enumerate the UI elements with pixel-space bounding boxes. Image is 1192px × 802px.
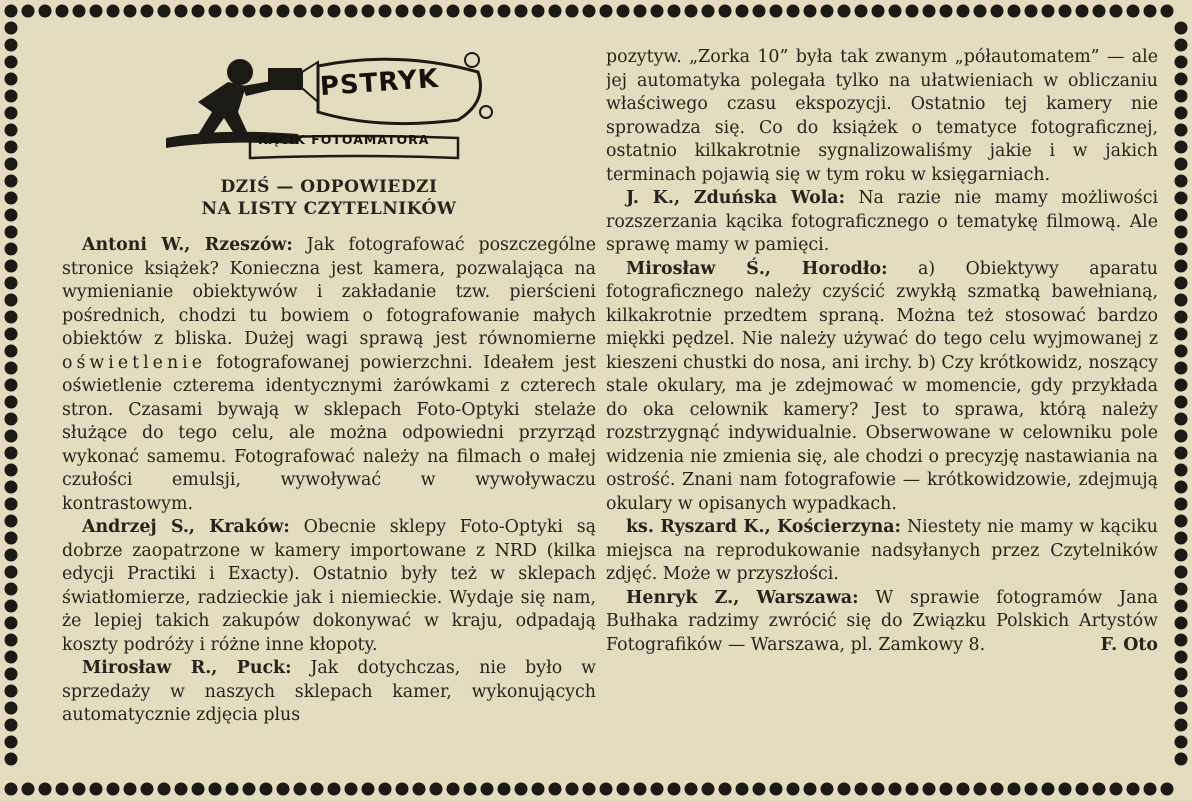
border-dot <box>5 260 18 273</box>
border-dot <box>1175 668 1188 681</box>
border-dot <box>73 5 86 18</box>
border-dot <box>702 5 715 18</box>
reply-paragraph-continued <box>606 46 1158 187</box>
border-dot <box>957 5 970 18</box>
border-dot <box>498 5 511 18</box>
border-dot <box>73 783 86 796</box>
reply-text: Jak dotychczas, nie było w sprzedaży w naszych sklepach kamer, wykonujących automatycznie zdjęcia plus <box>62 658 596 725</box>
border-dot <box>1175 141 1188 154</box>
border-dot <box>1175 345 1188 358</box>
border-dot <box>1175 56 1188 69</box>
border-dot <box>5 294 18 307</box>
border-dot <box>5 192 18 205</box>
reply-paragraph <box>62 234 596 516</box>
border-dot <box>1175 73 1188 86</box>
border-dot <box>770 5 783 18</box>
border-dot <box>549 5 562 18</box>
emphasis-text: oświetlenie <box>62 352 207 373</box>
border-dot <box>5 39 18 52</box>
dotted-border-left <box>0 0 22 800</box>
border-dot <box>1110 5 1123 18</box>
reply-text: Obecnie sklepy Foto-Optyki są dobrze zaopatrzone w kamery importowane z NRD (kilka edycji Practiki i Exacty). Ostatnio były też w sklepach światłomierze, radzieckie jak i niemieckie. Wydaje się nam, że lepiej takich zakupów dokonywać w kraju, odpadają koszty podróży i różne inne kłopoty. <box>62 517 596 655</box>
dotted-border-right <box>1170 0 1192 800</box>
border-dot <box>1175 175 1188 188</box>
border-dot <box>1175 362 1188 375</box>
reply-text: W sprawie fotogramów Jana Bułhaka radzimy zwrócić się do Związku Polskich Artystów Fotografików — Warszawa, pl. Zamkowy 8. <box>606 587 1158 655</box>
border-dot <box>1144 5 1157 18</box>
border-dot <box>923 5 936 18</box>
border-dot <box>685 5 698 18</box>
border-dot <box>838 5 851 18</box>
column-subtitle: KĄCIK FOTOAMATORA <box>258 132 430 147</box>
border-dot <box>1175 430 1188 443</box>
border-dot <box>1175 549 1188 562</box>
border-dot <box>107 5 120 18</box>
border-dot <box>634 5 647 18</box>
border-dot <box>1175 515 1188 528</box>
border-dot <box>5 498 18 511</box>
border-dot <box>5 277 18 290</box>
border-dot <box>719 5 732 18</box>
border-dot <box>141 5 154 18</box>
border-dot <box>1175 413 1188 426</box>
reply-paragraph <box>606 258 1158 517</box>
border-dot <box>974 5 987 18</box>
border-dot <box>396 783 409 796</box>
column-logo <box>62 20 596 172</box>
border-dot <box>158 5 171 18</box>
reader-name: Henryk Z., Warszawa: <box>626 587 859 608</box>
border-dot <box>209 5 222 18</box>
border-dot <box>1175 481 1188 494</box>
border-dot <box>5 464 18 477</box>
border-dot <box>90 5 103 18</box>
border-dot <box>124 783 137 796</box>
reader-name: ks. Ryszard K., Kościerzyna: <box>626 517 901 537</box>
border-dot <box>5 243 18 256</box>
heading-line-1: DZIŚ — ODPOWIEDZI <box>220 177 438 197</box>
border-dot <box>192 783 205 796</box>
dotted-border-top <box>0 0 1192 22</box>
border-dot <box>1175 719 1188 732</box>
border-dot <box>5 753 18 766</box>
border-dot <box>464 783 477 796</box>
border-dot <box>328 5 341 18</box>
reply-text: a) Obiektywy aparatu fotograficznego należy czyścić zwykłą szmatką bawełnianą, kilkakrotnie przedtem spraną. Można też stosować bardzo miękki pędzel. Nie należy używać do tego celu wyjmowanej z kieszeni chustki do nosa, ani irchy. b) Czy krótkowidz, noszący stale okulary, ma je zdejmować w momencie, gdy przykłada do oka celownik kamery? Jest to sprawa, którą należy rozstrzygnąć indywidualnie. Obserwowane w celowniku pole widzenia nie zmienia się, ale chodzi o precyzję nastawiania na ostrość. Znani nam fotografowie — krótkowidzowie, zdejmują okulary w opisanych wypadkach. <box>606 258 1158 514</box>
border-dot <box>1175 617 1188 630</box>
border-dot <box>5 549 18 562</box>
border-dot <box>5 583 18 596</box>
border-dot <box>5 107 18 120</box>
reader-name: J. K., Zduńska Wola: <box>626 188 845 208</box>
reply-text-continued: fotografowanej powierzchni. Ideałem jest oświetlenie czterema identycznymi żarówkami z czterech stron. Czasami bywają w sklepach Foto-Optyki stelaże służące do tego celu, ale można odpowiedni przyrząd wykonać samemu. Fotografować należy na filmach o małej czułości emulsji, wywoływać w wywoływaczu kontrastowym. <box>62 352 596 514</box>
border-dot <box>5 345 18 358</box>
border-dot <box>158 783 171 796</box>
border-dot <box>583 5 596 18</box>
border-dot <box>600 5 613 18</box>
border-dot <box>855 5 868 18</box>
border-dot <box>192 5 205 18</box>
border-dot <box>1175 583 1188 596</box>
border-dot <box>1175 192 1188 205</box>
border-dot <box>889 5 902 18</box>
border-dot <box>1175 396 1188 409</box>
border-dot <box>1175 294 1188 307</box>
border-dot <box>345 783 358 796</box>
border-dot <box>668 5 681 18</box>
border-dot <box>515 5 528 18</box>
border-dot <box>379 5 392 18</box>
border-dot <box>362 783 375 796</box>
border-dot <box>5 447 18 460</box>
border-dot <box>940 5 953 18</box>
border-dot <box>872 5 885 18</box>
border-dot <box>1175 464 1188 477</box>
border-dot <box>430 5 443 18</box>
border-dot <box>22 783 35 796</box>
author-signature: F. Oto <box>1100 634 1158 655</box>
border-dot <box>1175 685 1188 698</box>
border-dot <box>787 5 800 18</box>
border-dot <box>5 736 18 749</box>
reply-paragraph <box>606 587 1158 658</box>
border-dot <box>5 668 18 681</box>
border-dot <box>396 5 409 18</box>
border-dot <box>549 783 562 796</box>
border-dot <box>379 783 392 796</box>
border-dot <box>753 5 766 18</box>
border-dot <box>209 783 222 796</box>
border-dot <box>447 783 460 796</box>
article <box>24 20 1170 778</box>
border-dot <box>906 5 919 18</box>
border-dot <box>56 5 69 18</box>
border-dot <box>498 783 511 796</box>
border-dot <box>22 5 35 18</box>
border-dot <box>5 651 18 664</box>
border-dot <box>413 783 426 796</box>
border-dot <box>430 783 443 796</box>
border-dot <box>345 5 358 18</box>
reader-name: Andrzej S., Kraków: <box>82 517 290 537</box>
reply-text: pozytyw. „Zorka 10” była tak zwanym „półautomatem” — ale jej automatyka polegała tylko na ułatwieniach w obliczaniu właściwego czasu ekspozycji. Ostatnio tej kamery nie sprowadza się. Co do książek o tematyce fotograficznej, ostatnio kilkakrotnie sygnalizowaliśmy jakie i w jakich terminach pojawią się w tym roku w księgarniach. <box>606 47 1158 185</box>
border-dot <box>5 209 18 222</box>
heading-line-2: NA LISTY CZYTELNIKÓW <box>201 199 457 219</box>
border-dot <box>617 5 630 18</box>
border-dot <box>5 124 18 137</box>
border-dot <box>1175 702 1188 715</box>
border-dot <box>583 783 596 796</box>
border-dot <box>1059 5 1072 18</box>
border-dot <box>5 430 18 443</box>
border-dot <box>5 396 18 409</box>
reader-name: Mirosław Ś., Horodło: <box>626 258 888 279</box>
border-dot <box>39 783 52 796</box>
border-dot <box>5 719 18 732</box>
border-dot <box>1175 447 1188 460</box>
border-dot <box>311 5 324 18</box>
border-dot <box>515 783 528 796</box>
border-dot <box>736 5 749 18</box>
border-dot <box>5 73 18 86</box>
border-dot <box>413 5 426 18</box>
border-dot <box>481 5 494 18</box>
border-dot <box>1175 277 1188 290</box>
border-dot <box>1175 107 1188 120</box>
article-heading <box>62 176 596 220</box>
border-dot <box>226 5 239 18</box>
border-dot <box>464 5 477 18</box>
border-dot <box>328 783 341 796</box>
border-dot <box>5 379 18 392</box>
border-dot <box>5 702 18 715</box>
border-dot <box>1175 243 1188 256</box>
border-dot <box>5 617 18 630</box>
border-dot <box>1025 5 1038 18</box>
border-dot <box>1175 498 1188 511</box>
border-dot <box>532 783 545 796</box>
border-dot <box>1175 124 1188 137</box>
border-dot <box>5 600 18 613</box>
border-dot <box>5 634 18 647</box>
border-dot <box>1175 532 1188 545</box>
border-dot <box>566 783 579 796</box>
border-dot <box>1175 311 1188 324</box>
border-dot <box>5 90 18 103</box>
border-dot <box>566 5 579 18</box>
border-dot <box>1175 379 1188 392</box>
reply-paragraph <box>606 516 1158 587</box>
reply-text: Niestety nie mamy w kąciku miejsca na reprodukowanie nadsyłanych przez Czytelników zdjęć. Może w przyszłości. <box>606 517 1158 584</box>
border-dot <box>1175 90 1188 103</box>
border-dot <box>260 783 273 796</box>
border-dot <box>311 783 324 796</box>
border-dot <box>1175 39 1188 52</box>
border-dot <box>532 5 545 18</box>
border-dot <box>1175 736 1188 749</box>
border-dot <box>1175 226 1188 239</box>
border-dot <box>481 783 494 796</box>
border-dot <box>1175 158 1188 171</box>
border-dot <box>1093 5 1106 18</box>
border-dot <box>5 481 18 494</box>
border-dot <box>243 5 256 18</box>
border-dot <box>5 566 18 579</box>
border-dot <box>1175 260 1188 273</box>
border-dot <box>5 56 18 69</box>
border-dot <box>1175 328 1188 341</box>
border-dot <box>5 685 18 698</box>
reply-paragraph <box>62 657 596 728</box>
border-dot <box>5 413 18 426</box>
border-dot <box>5 175 18 188</box>
border-dot <box>1175 566 1188 579</box>
border-dot <box>124 5 137 18</box>
border-dot <box>821 5 834 18</box>
border-dot <box>39 5 52 18</box>
border-dot <box>5 311 18 324</box>
border-dot <box>260 5 273 18</box>
border-dot <box>991 5 1004 18</box>
brand-logo-text: PSTRYK <box>319 63 440 103</box>
border-dot <box>277 783 290 796</box>
border-dot <box>1175 209 1188 222</box>
border-dot <box>1175 753 1188 766</box>
border-dot <box>5 328 18 341</box>
reply-paragraph <box>62 516 596 657</box>
border-dot <box>1042 5 1055 18</box>
border-dot <box>5 158 18 171</box>
reply-paragraph <box>606 187 1158 258</box>
border-dot <box>175 5 188 18</box>
border-dot <box>447 5 460 18</box>
border-dot <box>1175 651 1188 664</box>
border-dot <box>5 362 18 375</box>
reader-name: Antoni W., Rzeszów: <box>82 235 293 255</box>
border-dot <box>1175 600 1188 613</box>
border-dot <box>5 515 18 528</box>
border-dot <box>56 783 69 796</box>
border-dot <box>243 783 256 796</box>
border-dot <box>5 226 18 239</box>
border-dot <box>175 783 188 796</box>
right-column <box>606 46 1158 802</box>
border-dot <box>90 783 103 796</box>
border-dot <box>804 5 817 18</box>
reply-text: Jak fotografować poszczególne stronice książek? Konieczna jest kamera, pozwalająca na wymienianie obiektywów i zakładanie tzw. pierścieni pośrednich, chodzi tu bowiem o fotografowanie małych obiektów z bliska. Dużej wagi sprawą jest równomierne <box>62 235 596 349</box>
border-dot <box>1008 5 1021 18</box>
border-dot <box>1076 5 1089 18</box>
border-dot <box>107 783 120 796</box>
left-column <box>62 20 596 776</box>
border-dot <box>1175 22 1188 35</box>
border-dot <box>651 5 664 18</box>
border-dot <box>1175 634 1188 647</box>
border-dot <box>362 5 375 18</box>
reader-name: Mirosław R., Puck: <box>82 658 292 678</box>
border-dot <box>5 22 18 35</box>
border-dot <box>5 532 18 545</box>
border-dot <box>277 5 290 18</box>
border-dot <box>226 783 239 796</box>
border-dot <box>1127 5 1140 18</box>
border-dot <box>294 783 307 796</box>
border-dot <box>141 783 154 796</box>
border-dot <box>294 5 307 18</box>
border-dot <box>5 141 18 154</box>
reply-text: Na razie nie mamy możliwości rozszerzania kącika fotograficznego o tematykę filmową. Ale sprawę mamy w pamięci. <box>606 188 1158 255</box>
